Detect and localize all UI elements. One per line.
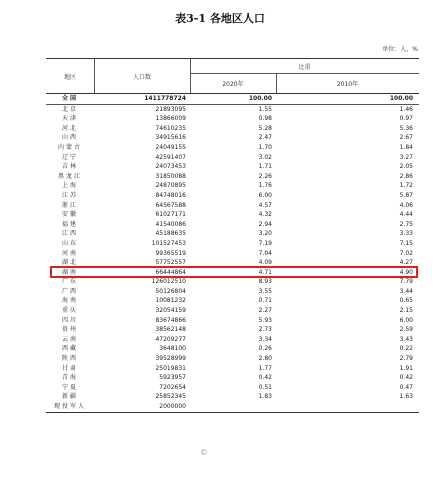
cell-population: 38562148 bbox=[155, 326, 186, 334]
cell-share-2020: 1.55 bbox=[258, 105, 272, 113]
table-row-total bbox=[46, 94, 419, 105]
table-row bbox=[46, 306, 419, 316]
cell-share-2010: 7.02 bbox=[399, 249, 413, 257]
cell-population: 74610235 bbox=[155, 124, 186, 132]
cell-share-2020: 5.93 bbox=[258, 316, 272, 324]
cell-share-2020: 0.26 bbox=[258, 345, 272, 353]
cell-share-2020: 1.70 bbox=[258, 143, 272, 151]
cell-share-2020: 4.32 bbox=[258, 211, 272, 219]
table-row bbox=[46, 249, 419, 259]
cell-share-2020: 5.28 bbox=[258, 124, 272, 132]
cell-share-2020: 8.93 bbox=[258, 278, 272, 286]
cell-share-2010: 100.00 bbox=[389, 95, 413, 102]
cell-share-2020 bbox=[190, 402, 276, 412]
cell-region: 西藏 bbox=[61, 345, 78, 353]
cell-population: 24073453 bbox=[155, 163, 186, 171]
cell-region: 贵州 bbox=[61, 326, 78, 334]
cell-share-2020: 0.71 bbox=[258, 297, 272, 305]
cell-population: 45188635 bbox=[155, 230, 186, 238]
cell-share-2010: 4.27 bbox=[399, 259, 413, 267]
cell-share-2010: 4.90 bbox=[399, 268, 413, 276]
table-row bbox=[46, 344, 419, 354]
cell-population: 1411778724 bbox=[144, 95, 186, 102]
population-table bbox=[46, 58, 419, 412]
header-population: 人口数 bbox=[94, 59, 191, 93]
table-row bbox=[46, 392, 419, 402]
cell-share-2010: 0.22 bbox=[399, 345, 413, 353]
cell-share-2020: 2.27 bbox=[258, 307, 272, 315]
cell-population: 3648100 bbox=[159, 345, 186, 353]
table-row bbox=[46, 153, 419, 163]
cell-population: 57752557 bbox=[155, 259, 186, 267]
cell-share-2010: 3.27 bbox=[399, 153, 413, 161]
cell-population: 99365519 bbox=[155, 249, 186, 257]
cell-region: 现役军人 bbox=[53, 403, 86, 410]
highlight-box bbox=[50, 266, 418, 278]
cell-share-2010: 3.44 bbox=[399, 287, 413, 295]
header-share: 比重 bbox=[190, 59, 419, 74]
cell-share-2010: 4.44 bbox=[399, 211, 413, 219]
cell-population: 34915616 bbox=[155, 134, 186, 142]
cell-region: 湖南 bbox=[61, 268, 78, 276]
cell-population: 39528999 bbox=[155, 355, 186, 363]
cell-share-2010: 6.00 bbox=[399, 316, 413, 324]
cell-share-2010: 1.72 bbox=[399, 182, 413, 190]
table-row bbox=[46, 296, 419, 306]
cell-share-2020: 2.94 bbox=[258, 220, 272, 228]
cell-share-2020: 3.20 bbox=[258, 230, 272, 238]
table-row bbox=[46, 124, 419, 134]
cell-share-2020: 1.76 bbox=[258, 182, 272, 190]
cell-population: 66444864 bbox=[155, 268, 186, 276]
cell-region: 陕西 bbox=[61, 355, 78, 363]
cell-region: 广东 bbox=[61, 278, 78, 286]
cell-region: 全国 bbox=[61, 95, 78, 102]
cell-share-2020: 3.55 bbox=[258, 287, 272, 295]
cell-region: 湖北 bbox=[61, 259, 78, 267]
cell-region: 黑龙江 bbox=[57, 172, 82, 180]
cell-share-2020: 4.09 bbox=[258, 259, 272, 267]
cell-population: 24870895 bbox=[155, 182, 186, 190]
cell-region: 天津 bbox=[61, 115, 78, 123]
cell-region: 四川 bbox=[61, 316, 78, 324]
table-row bbox=[46, 325, 419, 335]
cell-share-2010: 7.79 bbox=[399, 278, 413, 286]
cell-population: 47209277 bbox=[155, 335, 186, 343]
cell-share-2010: 2.15 bbox=[399, 307, 413, 315]
table-row bbox=[46, 229, 419, 239]
table-row bbox=[46, 114, 419, 124]
cell-share-2010: 2.75 bbox=[399, 220, 413, 228]
cell-region: 安徽 bbox=[61, 211, 78, 219]
cell-share-2020: 2.47 bbox=[258, 134, 272, 142]
cell-population: 64567588 bbox=[155, 201, 186, 209]
table-body bbox=[46, 105, 419, 412]
cell-region: 福建 bbox=[61, 220, 78, 228]
cell-population: 83674866 bbox=[155, 316, 186, 324]
cell-share-2010: 3.43 bbox=[399, 335, 413, 343]
cell-population: 61027171 bbox=[155, 211, 186, 219]
cell-share-2020: 1.71 bbox=[258, 163, 272, 171]
cell-region: 云南 bbox=[61, 335, 78, 343]
cell-share-2010: 1.46 bbox=[399, 105, 413, 113]
cell-region: 河北 bbox=[61, 124, 78, 132]
unit-note: 单位：人，% bbox=[382, 46, 418, 53]
cell-share-2020: 100.00 bbox=[248, 95, 272, 102]
cell-population: 5923957 bbox=[159, 374, 186, 382]
cell-share-2010: 2.59 bbox=[399, 326, 413, 334]
cell-population: 101527453 bbox=[151, 239, 186, 247]
cell-share-2020: 6.00 bbox=[258, 191, 272, 199]
cell-share-2010: 0.97 bbox=[399, 115, 413, 123]
cell-population: 31850088 bbox=[155, 172, 186, 180]
cell-share-2020: 1.83 bbox=[258, 393, 272, 401]
cell-population: 42591407 bbox=[155, 153, 186, 161]
cell-region: 辽宁 bbox=[61, 153, 78, 161]
cell-region: 吉林 bbox=[61, 163, 78, 171]
cell-share-2020: 2.80 bbox=[258, 355, 272, 363]
cell-share-2010: 5.87 bbox=[399, 191, 413, 199]
cell-population: 25852345 bbox=[155, 393, 186, 401]
table-row bbox=[46, 181, 419, 191]
table-row bbox=[46, 402, 419, 412]
cell-region: 内蒙古 bbox=[57, 143, 82, 151]
cell-region: 河南 bbox=[61, 249, 78, 257]
cell-population: 25019831 bbox=[155, 364, 186, 372]
table-row bbox=[46, 373, 419, 383]
table-row bbox=[46, 172, 419, 182]
cell-region: 青海 bbox=[61, 374, 78, 382]
cell-share-2010: 0.42 bbox=[399, 374, 413, 382]
cell-share-2010: 7.15 bbox=[399, 239, 413, 247]
table-row bbox=[46, 210, 419, 220]
watermark: © bbox=[200, 448, 208, 457]
cell-population: 2000000 bbox=[159, 403, 186, 410]
cell-region: 新疆 bbox=[61, 393, 78, 401]
cell-region: 宁夏 bbox=[61, 383, 78, 391]
header-2010: 2010年 bbox=[336, 80, 359, 88]
cell-population: 84748016 bbox=[155, 191, 186, 199]
header-region: 地区 bbox=[46, 59, 95, 93]
table-row bbox=[46, 220, 419, 230]
cell-population: 13866009 bbox=[155, 115, 186, 123]
table-row bbox=[46, 316, 419, 326]
cell-region: 江西 bbox=[61, 230, 78, 238]
cell-share-2010: 0.47 bbox=[399, 383, 413, 391]
cell-population: 21893095 bbox=[155, 105, 186, 113]
cell-share-2010 bbox=[276, 402, 419, 412]
table-row bbox=[46, 287, 419, 297]
cell-share-2020: 3.34 bbox=[258, 335, 272, 343]
table-title: 表3-1 各地区人口 bbox=[175, 12, 265, 25]
table-bottom-rule bbox=[46, 412, 419, 413]
cell-region: 北京 bbox=[61, 105, 78, 113]
table-row bbox=[46, 354, 419, 364]
cell-population: 41540086 bbox=[155, 220, 186, 228]
cell-share-2010: 1.91 bbox=[399, 364, 413, 372]
cell-share-2020: 0.42 bbox=[258, 374, 272, 382]
cell-population: 10081232 bbox=[155, 297, 186, 305]
cell-region: 江苏 bbox=[61, 191, 78, 199]
cell-region: 上海 bbox=[61, 182, 78, 190]
cell-share-2020: 2.26 bbox=[258, 172, 272, 180]
table-row bbox=[46, 105, 419, 115]
table-header bbox=[46, 58, 419, 94]
cell-share-2010: 2.79 bbox=[399, 355, 413, 363]
cell-population: 50126804 bbox=[155, 287, 186, 295]
table-row bbox=[46, 143, 419, 153]
cell-share-2010: 2.05 bbox=[399, 163, 413, 171]
cell-region: 甘肃 bbox=[61, 364, 78, 372]
cell-share-2020: 4.71 bbox=[258, 268, 272, 276]
cell-share-2020: 0.51 bbox=[258, 383, 272, 391]
cell-region: 重庆 bbox=[61, 307, 78, 315]
cell-share-2020: 7.19 bbox=[258, 239, 272, 247]
cell-region: 广西 bbox=[61, 287, 78, 295]
header-2020: 2020年 bbox=[190, 73, 277, 93]
cell-share-2020: 0.98 bbox=[258, 115, 272, 123]
table-row bbox=[46, 191, 419, 201]
table-row bbox=[46, 383, 419, 393]
cell-share-2020: 7.04 bbox=[258, 249, 272, 257]
table-row bbox=[46, 133, 419, 143]
cell-share-2010: 5.36 bbox=[399, 124, 413, 132]
cell-share-2020: 4.57 bbox=[258, 201, 272, 209]
cell-share-2010: 0.65 bbox=[399, 297, 413, 305]
table-row bbox=[46, 201, 419, 211]
cell-share-2020: 1.77 bbox=[258, 364, 272, 372]
cell-share-2010: 1.84 bbox=[399, 143, 413, 151]
cell-population: 24049155 bbox=[155, 143, 186, 151]
cell-share-2010: 2.86 bbox=[399, 172, 413, 180]
cell-share-2010: 1.63 bbox=[399, 393, 413, 401]
cell-region: 山东 bbox=[61, 239, 78, 247]
table-row bbox=[46, 162, 419, 172]
cell-population: 7202654 bbox=[159, 383, 186, 391]
cell-population: 32054159 bbox=[155, 307, 186, 315]
table-row bbox=[46, 277, 419, 287]
cell-share-2010: 4.06 bbox=[399, 201, 413, 209]
cell-region: 浙江 bbox=[61, 201, 78, 209]
table-row bbox=[46, 364, 419, 374]
table-row bbox=[46, 239, 419, 249]
cell-share-2010: 2.67 bbox=[399, 134, 413, 142]
cell-share-2020: 3.02 bbox=[258, 153, 272, 161]
table-row bbox=[46, 335, 419, 345]
cell-share-2010: 3.33 bbox=[399, 230, 413, 238]
cell-region: 山西 bbox=[61, 134, 78, 142]
cell-population: 126012510 bbox=[151, 278, 186, 286]
cell-region: 海南 bbox=[61, 297, 78, 305]
cell-share-2020: 2.73 bbox=[258, 326, 272, 334]
